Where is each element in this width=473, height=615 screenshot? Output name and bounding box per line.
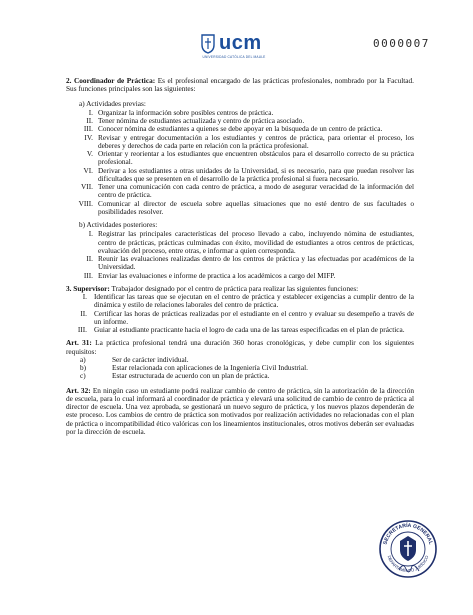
coordinador-heading: 2. Coordinador de Práctica:: [66, 76, 156, 85]
list-item: III. Conocer nómina de estudiantes a quienes se debe apoyar en la búsqueda de un centro de práctica.: [83, 124, 383, 134]
art32-text: En ningún caso un estudiante podrá realizar cambio de centro de práctica, sin la autorización de la dirección de escuela, para lo cual informará al coordinador de práctica y elevará una solicitud de cambio de centro de práctica al director de escuela. Una vez aprobada, se gestionará un nuevo seguro de práctica, y los nuevos plazos dependerán de este proceso. Los cambios de centro de práctica son motivados por realización actividades no relacionadas con el plan de práctica o incompatibilidad ético valóricas con los lineamientos institucionales, otros motivos deberán ser evaluadas por la dirección de escuela.: [66, 385, 414, 436]
art32-heading: Art. 32:: [66, 385, 91, 395]
supervisor-list: [66, 293, 414, 334]
list-item: VI. Derivar a los estudiantes a otras unidades de la Universidad, si es necesario, para que puedan resolver las dificultades que se presenten en el desarrollo de la práctica profesional si fuera necesario.: [83, 165, 414, 183]
list-item: I. Identificar las tareas que se ejecutan en el centro de práctica y establecer exigencias a cumplir dentro de la dinámica y estilo de relaciones laborales del centro de práctica.: [82, 292, 414, 310]
list-item: III. Guiar al estudiante practicante hacia el logro de cada una de las tareas especificadas en el plan de práctica.: [77, 325, 405, 334]
art31-text: La práctica profesional tendrá una duración 360 horas cronológicas, y debe cumplir con los siguientes requisitos:: [66, 338, 414, 356]
art31-list: [66, 356, 414, 381]
supervisor-intro-text: Trabajador designado por el centro de práctica para realizar las siguientes funciones:: [109, 283, 359, 293]
list-item: b) Estar relacionada con aplicaciones de la Ingeniería Civil Industrial.: [80, 363, 308, 372]
list-item: VII. Tener una comunicación con cada centro de práctica, a modo de asegurar veracidad de la información del centro de práctica.: [81, 182, 414, 200]
previas-list: [66, 109, 414, 216]
logo-subtitle: UNIVERSIDAD CATÓLICA DEL MAULE: [202, 55, 266, 59]
posteriores-label: b) Actividades posteriores:: [79, 220, 158, 229]
list-item: I. Organizar la información sobre posibles centros de práctica.: [88, 107, 274, 117]
list-item: V. Orientar y reorientar a los estudiantes que encuentren obstáculos para el desarrollo correcto de su práctica profesional.: [86, 149, 414, 167]
supervisor-heading: 3. Supervisor:: [66, 283, 110, 293]
document-body: [66, 77, 414, 436]
art31-heading: Art. 31:: [66, 338, 92, 348]
list-item: III. Enviar las evaluaciones e informe de practica a los académicos a cargo del MIFP.: [83, 270, 336, 280]
list-item: c) Estar estructurada de acuerdo con un plan de práctica.: [80, 371, 270, 381]
ucm-logo: [200, 32, 290, 66]
list-item: II. Certificar las horas de prácticas realizadas por el estudiante en el centro y evaluar su desempeño a través de un informe.: [80, 308, 414, 326]
coordinador-intro: [66, 77, 414, 94]
previas-label: a) Actividades previas:: [79, 98, 146, 108]
list-item: a) Ser de carácter individual.: [80, 354, 189, 364]
art31-paragraph: [66, 339, 414, 356]
logo-wordmark: ucm: [219, 32, 262, 54]
document-number: 0000007: [373, 37, 430, 50]
list-item: II. Tener nómina de estudiantes actualizada y centro de práctica asociado.: [86, 116, 305, 125]
coordinador-intro-text: Es el profesional encargado de las prácticas profesionales, nombrado por la Facultad. Sus funciones principales son las siguientes:: [66, 76, 414, 94]
list-item: II. Reunir las evaluaciones realizadas dentro de los centros de práctica y las efectuadas por académicos de la Universidad.: [86, 254, 414, 272]
posteriores-list: [66, 230, 414, 280]
svg-text:DEPARTAMENTO JURÍDICO: DEPARTAMENTO JURÍDICO: [386, 554, 430, 574]
handwritten-signature: [398, 560, 420, 574]
university-crest-icon: [200, 34, 216, 54]
art32-paragraph: [66, 387, 414, 437]
list-item: IV. Revisar y entregar documentación a los estudiantes y centros de práctica, para orientar el proceso, los deberes y derechos de cada parte en relación con la práctica profesional.: [84, 132, 414, 150]
svg-text:SECRETARÍA GENERAL: SECRETARÍA GENERAL: [382, 522, 434, 546]
list-item: VIII. Comunicar al director de escuela sobre aquellas situaciones que no esté dentro de sus facultades o posibilidades resolver.: [78, 198, 414, 216]
list-item: I. Registrar las principales características del proceso llevado a cabo, incluyendo nómina de estudiantes, centro de prácticas, prácticas culminadas con éxito, movilidad de estudiantes a otros centros de prácticas, evaluación del proceso, entre otras, e informar a quien corresponda.: [88, 229, 414, 255]
